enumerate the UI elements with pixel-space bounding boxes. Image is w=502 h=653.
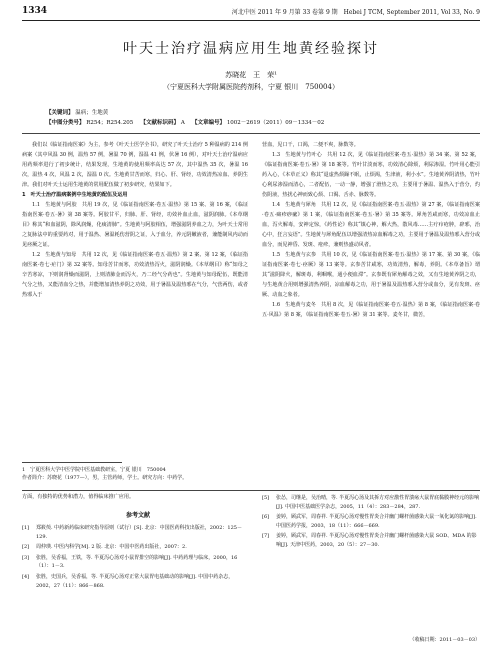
page-number: 1334	[22, 6, 48, 16]
reference-text: 郑筱萸. 中药新药临床研究指导原则（试行）[S]. 北京：中国医药科技出版社，2002：125－129.	[36, 525, 242, 540]
reference-number: [6]	[262, 514, 270, 521]
reference-number: [3]	[22, 554, 30, 561]
reference-item	[22, 524, 248, 541]
reference-item	[262, 532, 480, 549]
reference-item	[262, 513, 480, 530]
footnote-line: 作者简介：苏晓花（1977—），男，主管药师，学士。研究方向：中药学。	[22, 475, 188, 481]
left-column	[22, 140, 248, 464]
reference-text: 周仲瑛. 中医内科学[M]. 2 版. 北京：中国中医药出版社，2007：2.	[36, 544, 187, 551]
footnote-divider	[22, 462, 122, 463]
references-heading: 参考文献	[125, 512, 150, 519]
reference-item	[22, 573, 248, 590]
reference-item	[262, 494, 480, 511]
reference-text: 姜婷，顾武军，周春祥. 半夏泻心汤对慢性胃炎合并幽门螺杆菌感染大鼠 SOD、MDA 的影响[J]. 天津中医药，2003，20（5）：27－30.	[276, 533, 477, 548]
reference-text: 张胜，吴香福，王铁，等. 半夏泻心汤对小鼠胃排空的影响[J]. 中药药理与临床，2000，16（1）：1－3.	[36, 554, 238, 570]
journal-info: 河北中医 2011 年 9 月第 33 卷第 9 期 Hebei J TCM, September 2011, Vol 33, No. 9	[231, 9, 480, 16]
reference-item	[22, 554, 248, 571]
reference-number: [1]	[22, 525, 30, 531]
reference-number: [7]	[262, 533, 270, 540]
keywords-divider	[22, 133, 480, 134]
paragraph: 1.5 生地黄与玄参 共用 10 次，见《临证指南医案·卷五·温热》第 17 案、第 30 案，《临证指南医案·卷七·痉厥》第 13 案等。玄参苦甘咸寒，功效清热，解毒，养阴。《本草备旨》谓其“滋阴降火，解斑毒，利咽喉，通小便血滞”。玄参既有犀角解毒之效，又有生地黄养阴之功，与生地黄合用则增强清热养阴，凉血解毒之功，用于暑温及温热邪入营分或血分，见有发斑、痉厥、动血之象者。	[262, 252, 480, 298]
paragraph: 1.3 生地黄与竹叶心 共用 12 次，见《临证指南医案·卷五·温热》第 34 案、第 52 案，《临证指南医案·卷五·暑》第 18 案等。竹叶甘淡而寒，功效清心除烦，利尿渗湿。竹叶用心能引药入心，《本草正义》称其“退虚热烦躁不眠，止烦渴，生津液，利小水”。生地黄养阴清热，竹叶心利尿渗湿而清心，二者配伍，一动一静，增强了滑热之功，主要用于暑温、温热入于营分，灼伤阴液，热扰心神而致心烦、口渴、舌赤、脉数等。	[262, 152, 480, 198]
keywords-block	[46, 108, 462, 128]
paragraph: 1.1 生地黄与阿胶 共用 19 次，见《临证指南医案·卷五·温热》第 15 案、第 16 案，《临证指南医案·卷五·暑》第 38 案等。阿胶甘平，归肺、肝、肾经，功效补血止血，滋阴润肺。《本草纲目》称其“和血滋阴，除风润燥，化痰清肺”。生地黄与阿胶相伍，增强滋阴养血之力，为叶天士常用之复脉法中的重要药对，用于温热、暑温耗伤营阴之证，入于血分，养元阴嫩液者，兼能制风内动而见痉厥之证。	[22, 202, 248, 248]
paragraph: 1.2 生地黄与知母 共用 12 次，见《临证指南医案·卷五·温热》第 2 案、第 12 案，《临证指南医案·卷七·疟门》第 32 案等。知母苦甘而寒，功效清热泻火，滋阴润燥。《本草纲目》称“知母之辛苦寒凉，下则润肾燥而滋阴，上则清肺金而泻火，乃二经气分药也”。生地黄与知母配伍，既能清气分之热，又能清血分之热，并能增加清热养阴之功效，用于暑温及温热邪在气分，气营两伤，或者热邪入于	[22, 252, 248, 298]
section-divider	[22, 490, 480, 491]
article-title: 叶天士治疗温病应用生地黄经验探讨	[123, 41, 379, 57]
footnote	[22, 466, 254, 482]
section-heading: 1 叶天士治疗温病案例中生地黄的配伍及运用	[22, 192, 128, 198]
references-right	[262, 494, 480, 552]
paragraph: 营血，见口干，口渴，二便不爽，脉数等。	[262, 142, 359, 148]
keywords-line: 【关键词】 温病；生地黄	[46, 110, 109, 116]
paragraph: 1.4 生地黄与犀角 共用 12 次，见《临证指南医案·卷五·温热》第 27 案，《临证指南医案·卷五·癍疹痧瘰》第 1 案，《临证指南医案·卷五·暑》第 35 案等。犀角苦咸而寒，功效凉血止血，泻火解毒，安神定惊，《药性论》称其“镇心神，解大热，散风毒……主疔疖疮肿，辟邪，治心中，狂言妄语”。生地黄与犀角配伍以增强清热凉血解毒之功，主要用于暑温及温热邪入营分或血分，而见神昏、发斑、疮疹，兼则热盛动风者。	[262, 202, 480, 248]
received-date: （收稿日期：2011－03－03）	[409, 637, 480, 643]
classification-line: 【中图分类号】 R254；R254.205 【文献标识码】 A 【文章编号】 1002－2619（2011）09－1334－02	[46, 120, 325, 126]
right-column	[262, 140, 480, 488]
author-affiliation: （宁夏医科大学附属医院药剂科，宁夏 银川 750004）	[163, 83, 339, 91]
paragraph: 我们以《临证指南医案》为主，参考《叶天士医学全书》，研究了叶天士治疗 5 种温病的 214 例病案（其中风温 30 例，温热 57 例，暑温 70 例，湿温 41 例，伏暑 16 例），对叶天士治疗温病应用药频率进行了初步统计，结果发现，生地黄的使用频率高达 57 次，其中温热 35 次，暑温 16 次，温热 4 次，风温 2 次，湿温 0 次。生地黄甘苦而寒，归心、肝、肾经，功效清热凉血、养阴生津。我们对叶天士运用生地黄的常用配伍做了初步研究，结果如下。	[22, 142, 248, 188]
article-authors: 苏晓花 王 荣¹	[225, 71, 277, 79]
footnote-line: 1 宁夏医科大学中医学院中医基础教研室，宁夏 银川 750004	[22, 467, 166, 473]
paragraph: 1.6 生地黄与麦冬 共用 8 次，见《临证指南医案·卷五·温热》第 8 案，《临证指南医案·卷五·风温》第 8 案，《临证指南医案·卷五·暑》第 31 案等。麦冬甘，微苦，	[262, 302, 480, 318]
running-header	[22, 6, 480, 21]
reference-item	[22, 543, 248, 552]
reference-text: 张胜，史国兵，吴香福，等. 半夏泻心汤对正常大鼠胃电基础动的影响[J]. 中国中药杂志，2002，27（11）：866－868.	[36, 573, 234, 589]
reference-text: 张怂，司继是，吴治晴，等. 半夏泻心汤及其拆方对应激性胃溃疡大鼠胃底黏膜神经元的影响[J]. 中国中医基础医学杂志，2005，11（4）：283－284，287.	[276, 495, 480, 510]
reference-number: [5]	[262, 495, 270, 501]
reference-number: [2]	[22, 544, 30, 551]
references-left	[22, 524, 248, 592]
concluding-text: 方面，有独特的优势和潜力，值得临床推广应用。	[22, 494, 135, 500]
reference-number: [4]	[22, 573, 30, 580]
reference-text: 姜婷，顾武军，周春祥. 半夏泻心汤对慢性胃炎合并幽门螺杆菌感染大鼠一氧化氮的影响[J]. 中国医药学报，2003，18（11）：666－669.	[276, 514, 477, 529]
